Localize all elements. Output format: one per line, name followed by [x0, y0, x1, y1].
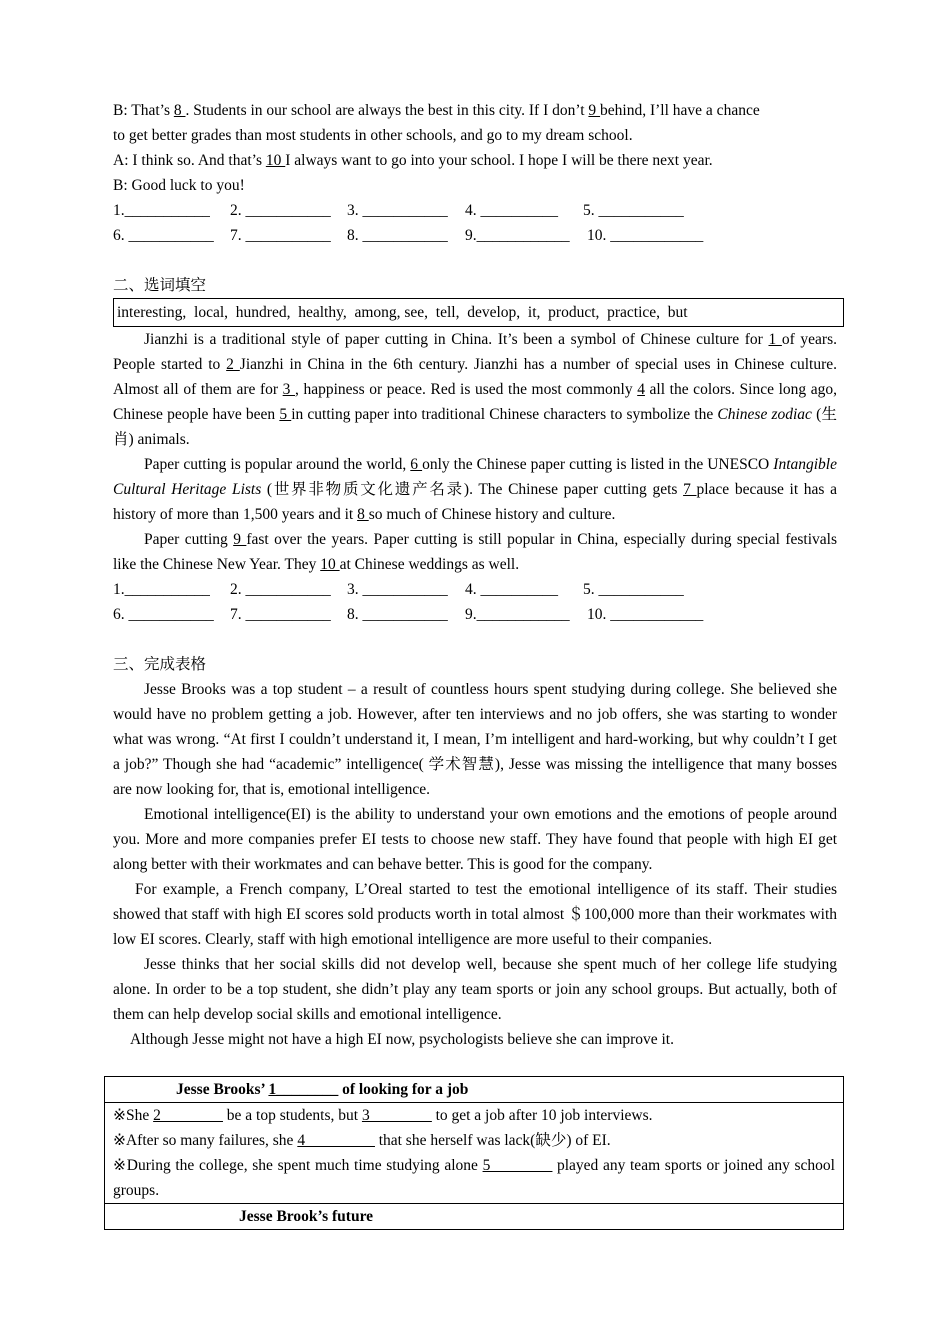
table-row-3: ※During the college, she spent much time studying alone 5________ played any team sports or joined any school groups.	[113, 1157, 835, 1199]
answer-slot[interactable]: 1.___________	[113, 202, 210, 219]
passage-2-paragraph-1: Jianzhi is a traditional style of paper cutting in China. It’s been a symbol of Chinese culture for 1 of years. People started to 2 Jianzhi in China in the 6th century. Jianzhi has a number of special uses in Chinese culture. Almost all of them are for 3 , happiness or peace. Red is used the most commonly 4 all the colors. Since long ago, Chinese people have been 5 in cutting paper into traditional Chinese characters to symbolize the Chinese zodiac (生肖) animals.	[113, 331, 838, 448]
answer-slot[interactable]: 8. ___________	[347, 606, 448, 623]
answer-slot[interactable]: 4. __________	[465, 581, 558, 598]
table-blank-5[interactable]: 5________	[482, 1157, 553, 1174]
answer-slot[interactable]: 7. ___________	[230, 227, 331, 244]
table-body	[105, 1103, 844, 1204]
passage-3-paragraph-5: Although Jesse might not have a high EI now, psychologists believe she can improve it.	[130, 1031, 674, 1048]
answer-row-2	[113, 223, 837, 248]
table-blank-1[interactable]: 1________	[268, 1081, 339, 1098]
section-3-title: 三、完成表格	[113, 656, 207, 673]
blank-9b: 9	[233, 531, 247, 548]
dialogue-line-b1: B: That’s 8 . Students in our school are always the best in this city. If I don’t 9 behind, I’ll have a chance	[113, 102, 760, 119]
dialogue-line-a: A: I think so. And that’s 10 I always want to go into your school. I hope I will be there next year.	[113, 152, 713, 169]
dialogue-line-b1-cont: to get better grades than most students in other schools, and go to my dream school.	[113, 127, 633, 144]
passage-3-paragraph-3: For example, a French company, L’Oreal started to test the emotional intelligence of its staff. Their studies showed that staff with high EI scores sold products worth in total almost ＄100,000 more than their workmates with low EI scores. Clearly, staff with high emotional intelligence are more useful to their companies.	[113, 881, 837, 948]
section-2-title: 二、选词填空	[113, 277, 207, 294]
blank-7: 7	[683, 481, 697, 498]
blank-10: 10	[265, 152, 286, 169]
answer-row-4	[113, 602, 837, 627]
answer-slot[interactable]: 8. ___________	[347, 227, 448, 244]
passage-2-paragraph-2: Paper cutting is popular around the world, 6 only the Chinese paper cutting is listed in the UNESCO Intangible Cultural Heritage Lists (世界非物质文化遗产名录). The Chinese paper cutting gets 7 place because it has a history of more than 1,500 years and it 8 so much of Chinese history and culture.	[113, 456, 838, 523]
blank-5: 5	[279, 406, 292, 423]
answer-slot[interactable]: 10. ____________	[587, 606, 704, 623]
word-bank: interesting, local, hundred, healthy, among, see, tell, develop, it, product, practice, but	[113, 298, 844, 327]
passage-3-paragraph-4: Jesse thinks that her social skills did not develop well, because she spent much of her college life studying alone. In order to be a top student, she didn’t play any team sports or join any school groups. But actually, both of them can help develop social skills and emotional intelligence.	[113, 956, 837, 1023]
table-header-2: Jesse Brook’s future	[105, 1204, 844, 1230]
table-blank-2[interactable]: 2________	[153, 1107, 223, 1124]
table-blank-4[interactable]: 4_________	[297, 1132, 375, 1149]
blank-8b: 8	[357, 506, 369, 523]
answer-slot[interactable]: 9.____________	[465, 227, 570, 244]
passage-3-paragraph-1: Jesse Brooks was a top student – a result of countless hours spent studying during college. She believed she would have no problem getting a job. However, after ten interviews and no job offers, she was starting to wonder what was wrong. “At first I couldn’t understand it, I mean, I’m intelligent and hard-working, but why couldn’t I get a job?” Though she had “academic” intelligence( 学术智慧), Jesse was missing the intelligence that many bosses are now looking for, that is, emotional intelligence.	[113, 681, 837, 798]
answer-slot[interactable]: 2. ___________	[230, 581, 331, 598]
answer-slot[interactable]: 2. ___________	[230, 202, 331, 219]
table-row-2: ※After so many failures, she 4_________ that she herself was lack(缺少) of EI.	[113, 1132, 611, 1149]
answer-slot[interactable]: 6. ___________	[113, 606, 214, 623]
blank-9: 9	[588, 102, 601, 119]
answer-slot[interactable]: 4. __________	[465, 202, 558, 219]
blank-1: 1	[768, 331, 782, 348]
table-row-1: ※She 2________ be a top students, but 3________ to get a job after 10 job interviews.	[113, 1107, 653, 1124]
answer-slot[interactable]: 5. ___________	[583, 202, 684, 219]
table-header-1: Jesse Brooks’ 1________ of looking for a job	[105, 1077, 844, 1103]
blank-6: 6	[410, 456, 423, 473]
answer-slot[interactable]: 5. ___________	[583, 581, 684, 598]
summary-table	[104, 1076, 844, 1230]
blank-10b: 10	[320, 556, 340, 573]
dialogue-line-b2: B: Good luck to you!	[113, 177, 245, 194]
blank-2: 2	[226, 356, 240, 373]
passage-2-paragraph-3: Paper cutting 9 fast over the years. Paper cutting is still popular in China, especially during special festivals like the Chinese New Year. They 10 at Chinese weddings as well.	[113, 531, 838, 573]
answer-slot[interactable]: 3. ___________	[347, 202, 448, 219]
passage-3-paragraph-2: Emotional intelligence(EI) is the ability to understand your own emotions and the emotions of people around you. More and more companies prefer EI tests to choose new staff. They have found that people with high EI get along better with their workmates and can behave better. This is good for the company.	[113, 806, 837, 873]
blank-4: 4	[637, 381, 645, 398]
answer-row-3	[113, 577, 837, 602]
blank-8: 8	[173, 102, 186, 119]
answer-slot[interactable]: 9.____________	[465, 606, 570, 623]
answer-row-1	[113, 198, 837, 223]
answer-slot[interactable]: 7. ___________	[230, 606, 331, 623]
answer-slot[interactable]: 3. ___________	[347, 581, 448, 598]
table-blank-3[interactable]: 3________	[361, 1107, 432, 1124]
answer-slot[interactable]: 1.___________	[113, 581, 210, 598]
answer-slot[interactable]: 10. ____________	[587, 227, 704, 244]
blank-3: 3	[282, 381, 296, 398]
worksheet-page	[113, 98, 837, 1052]
answer-slot[interactable]: 6. ___________	[113, 227, 214, 244]
